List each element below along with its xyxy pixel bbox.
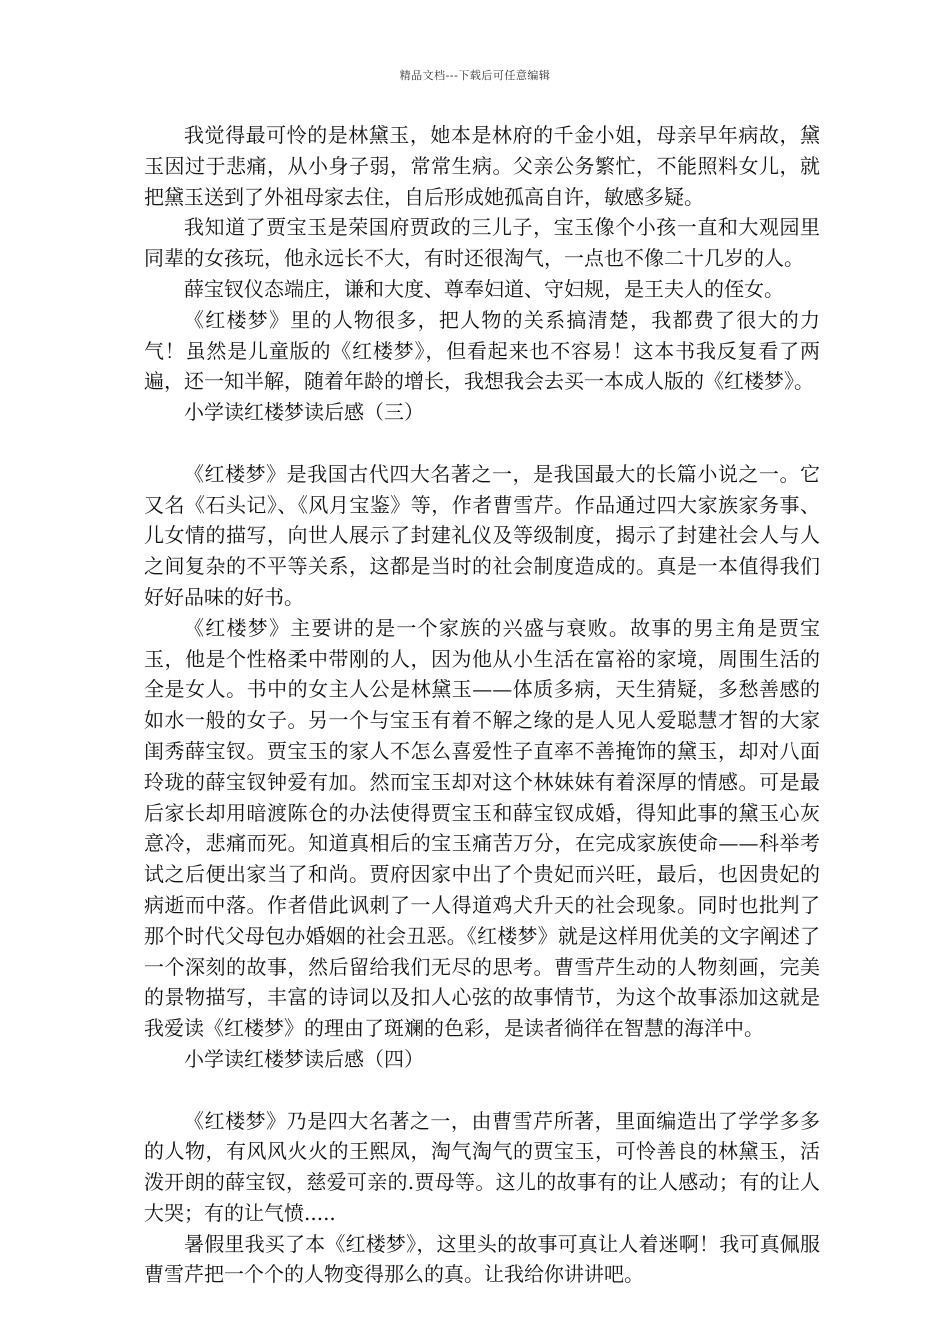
paragraph: 《红楼梦》主要讲的是一个家族的兴盛与衰败。故事的男主角是贾宝玉，他是个性格柔中带刚的人，因为他从小生活在富裕的家境，周围生活的全是女人。书中的女主人公是林黛玉——体质多病，天生猜疑，多愁善感的如水一般的女子。另一个与宝玉有着不解之缘的是人见人爱聪慧才智的大家闺秀薛宝钗。贾宝玉的家人不怎么喜爱性子直率不善掩饰的黛玉，却对八面玲珑的薛宝钗钟爱有加。然而宝玉却对这个林妹妹有着深厚的情感。可是最后家长却用暗渡陈仓的办法使得贾宝玉和薛宝钗成婚，得知此事的黛玉心灰意冷，悲痛而死。知道真相后的宝玉痛苦万分，在完成家族使命——科举考试之后便出家当了和尚。贾府因家中出了个贵妃而兴旺，最后，也因贵妃的病逝而中落。作者借此讽刺了一人得道鸡犬升天的社会现象。同时也批判了那个时代父母包办婚姻的社会丑恶。《红楼梦》就是这样用优美的文字阐述了一个深刻的故事，然后留给我们无尽的思考。曹雪芹生动的人物刻画，完美的景物描写，丰富的诗词以及扣人心弦的故事情节，为这个故事添加这就是我爱读《红楼梦》的理由了斑斓的色彩，是读者徜徉在智慧的海洋中。 <box>144 615 820 1041</box>
section-title: 小学读红楼梦读后感（三） <box>184 400 424 425</box>
paragraph: 我觉得最可怜的是林黛玉，她本是林府的千金小姐，母亲早年病故，黛玉因过于悲痛，从小身子弱，常常生病。父亲公务繁忙，不能照料女儿，就把黛玉送到了外祖母家去住，自后形成她孤高自许，敏感多疑。 <box>144 123 820 209</box>
paragraph: 《红楼梦》乃是四大名著之一，由曹雪芹所著，里面编造出了学学多多的人物，有风风火火的王熙凤，淘气淘气的贾宝玉，可怜善良的林黛玉，活泼开朗的薛宝钗，慈爱可亲的.贾母等。这儿的故事有的让人感动；有的让人大哭；有的让气愤..... <box>144 1108 820 1225</box>
section-spacer <box>144 428 820 459</box>
section-spacer <box>144 1075 820 1106</box>
paragraph: 《红楼梦》是我国古代四大名著之一，是我国最大的长篇小说之一。它又名《石头记》、《风月宝鉴》等，作者曹雪芹。作品通过四大家族家务事、儿女情的描写，向世人展示了封建礼仪及等级制度，揭示了封建社会人与人之间复杂的不平等关系，这都是当时的社会制度造成的。真是一本值得我们好好品味的好书。 <box>144 461 820 609</box>
paragraph: 暑假里我买了本《红楼梦》，这里头的故事可真让人着迷啊！我可真佩服曹雪芹把一个个的人物变得那么的真。让我给你讲讲吧。 <box>144 1231 820 1287</box>
paragraph: 《红楼梦》里的人物很多，把人物的关系搞清楚，我都费了很大的力气！虽然是儿童版的《红楼梦》，但看起来也不容易！这本书我反复看了两遍，还一知半解，随着年龄的增长，我想我会去买一本成人版的《红楼梦》。 <box>144 307 820 394</box>
section-title: 小学读红楼梦读后感（四） <box>184 1046 424 1071</box>
paragraph: 我知道了贾宝玉是荣国府贾政的三儿子，宝玉像个小孩一直和大观园里同辈的女孩玩，他永远长不大，有时还很淘气，一点也不像二十几岁的人。 <box>144 215 820 271</box>
page-header: 精品文档---下载后可任意编辑 <box>399 69 551 82</box>
paragraph: 薛宝钗仪态端庄，谦和大度、尊奉妇道、守妇规，是王夫人的侄女。 <box>184 276 784 301</box>
article-body <box>144 120 820 1290</box>
